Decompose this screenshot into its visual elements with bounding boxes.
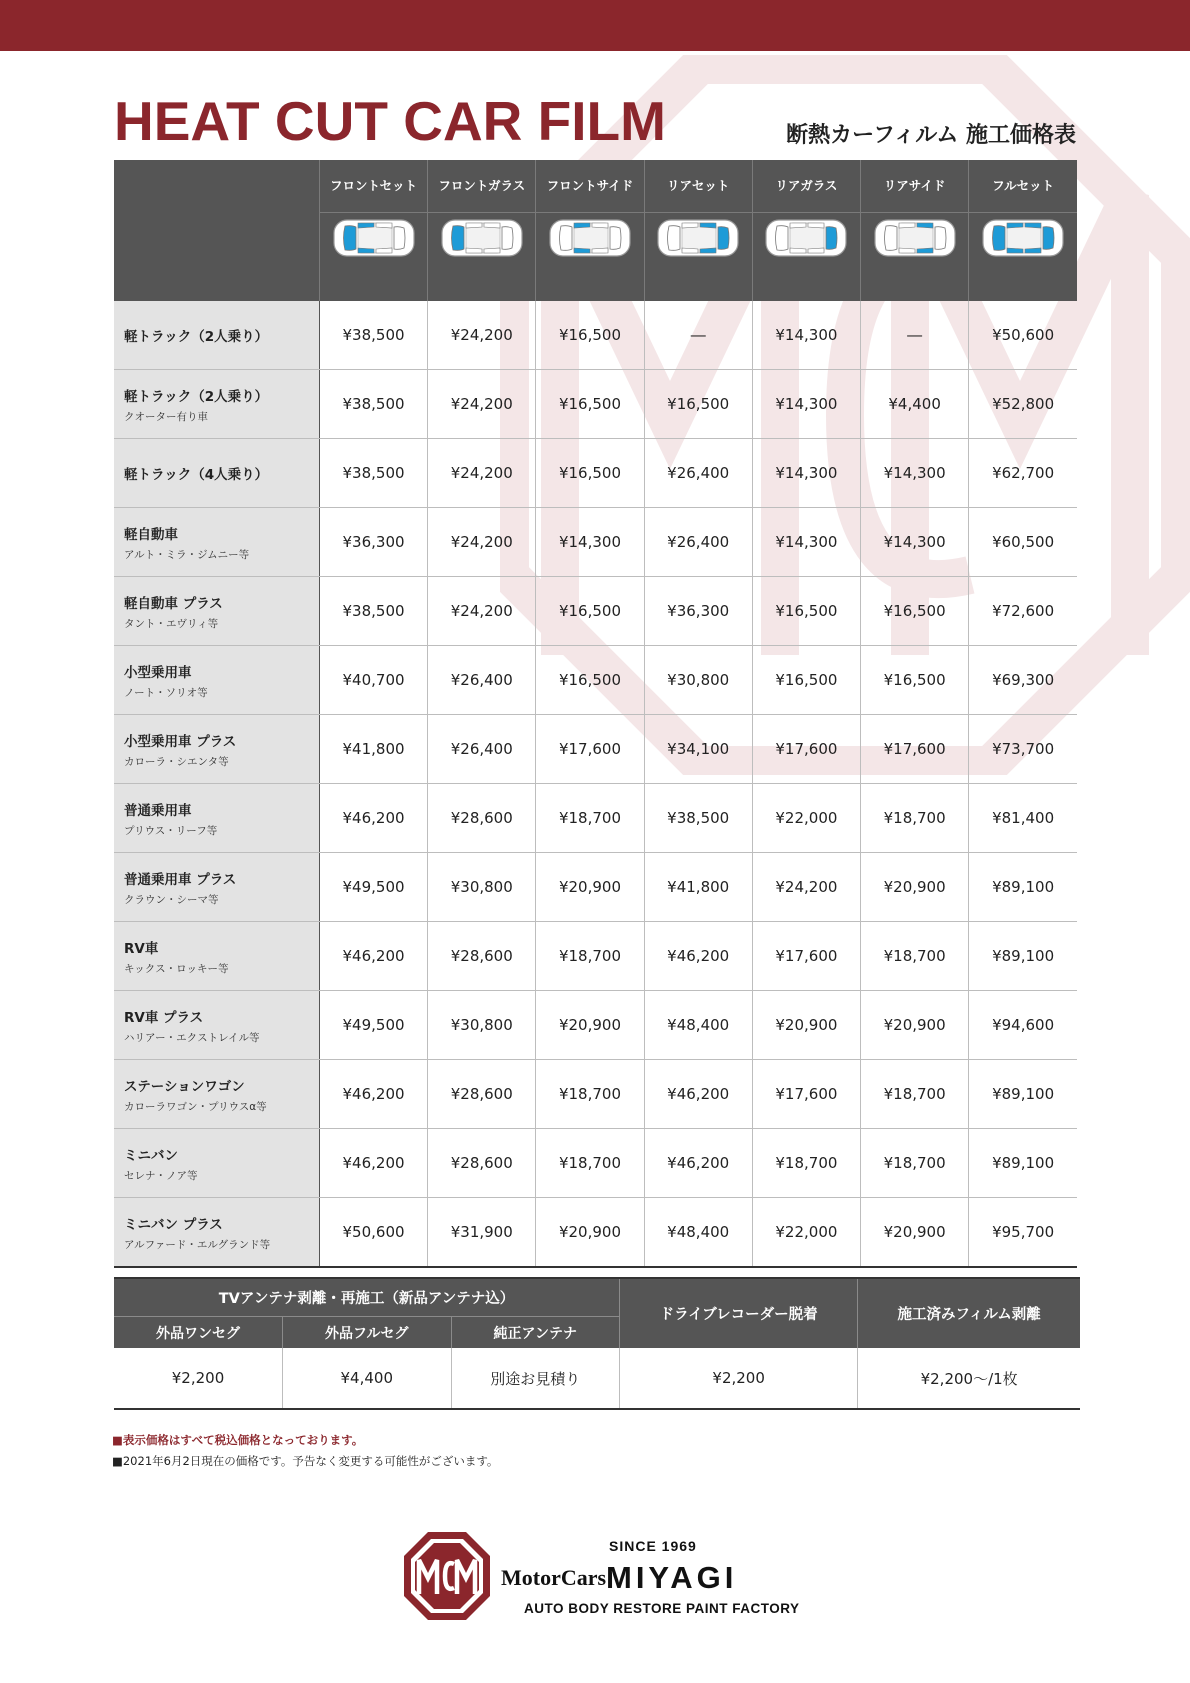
car-rear-glass-icon: [764, 217, 848, 259]
brand-tagline: AUTO BODY RESTORE PAINT FACTORY: [524, 1601, 800, 1616]
vehicle-examples: クラウン・シーマ等: [124, 893, 219, 906]
price-cell: ¥30,800: [428, 853, 536, 922]
col-header: [644, 160, 752, 301]
row-header: [114, 853, 319, 922]
price-cell: ¥16,500: [536, 577, 644, 646]
row-header: [114, 508, 319, 577]
price-cell: ¥30,800: [644, 646, 752, 715]
col-header-label: フロントセット: [320, 160, 427, 213]
price-cell: ¥17,600: [752, 922, 860, 991]
price-cell: ¥48,400: [644, 991, 752, 1060]
vehicle-type: 軽トラック（2人乗り）: [124, 329, 269, 345]
price-cell: ¥14,300: [861, 439, 969, 508]
extra-price-row: [114, 1348, 1080, 1409]
price-cell: ¥36,300: [644, 577, 752, 646]
since-label: SINCE 1969: [609, 1538, 697, 1554]
price-cell: ¥26,400: [428, 646, 536, 715]
vehicle-examples: ノート・ソリオ等: [124, 686, 208, 699]
price-cell: ¥28,600: [428, 1060, 536, 1129]
price-cell: ¥16,500: [644, 370, 752, 439]
price-cell: ¥24,200: [428, 508, 536, 577]
table-row: [114, 715, 1077, 784]
price-cell: ¥16,500: [861, 577, 969, 646]
row-header: [114, 991, 319, 1060]
price-cell: ¥18,700: [536, 922, 644, 991]
price-cell: ¥2,200: [620, 1348, 858, 1409]
col-car-cell: [645, 213, 752, 301]
price-cell: ¥34,100: [644, 715, 752, 784]
price-cell: ¥28,600: [428, 784, 536, 853]
price-cell: ¥20,900: [536, 853, 644, 922]
price-cell: ¥94,600: [969, 991, 1077, 1060]
price-cell: ¥18,700: [536, 784, 644, 853]
price-cell: ¥48,400: [644, 1198, 752, 1268]
col-car-cell: [861, 213, 968, 301]
price-cell: ¥36,300: [319, 508, 427, 577]
price-cell: ¥89,100: [969, 1129, 1077, 1198]
price-cell: ¥40,700: [319, 646, 427, 715]
row-header: [114, 784, 319, 853]
table-row: [114, 439, 1077, 508]
car-rear-set-icon: [656, 217, 740, 259]
vehicle-type: ミニバン: [124, 1147, 178, 1164]
vehicle-examples: カローラワゴン・プリウスα等: [124, 1100, 267, 1113]
price-cell: ¥46,200: [644, 1060, 752, 1129]
vehicle-examples: タント・エヴリィ等: [124, 617, 219, 630]
price-cell: ¥18,700: [861, 784, 969, 853]
price-cell: ¥16,500: [536, 646, 644, 715]
price-cell: ¥24,200: [428, 577, 536, 646]
vehicle-examples: カローラ・シエンタ等: [124, 755, 229, 768]
table-row: [114, 784, 1077, 853]
col-header: [861, 160, 969, 301]
price-cell: ¥24,200: [428, 439, 536, 508]
vehicle-type: 普通乗用車 プラス: [124, 871, 237, 888]
price-cell: ¥20,900: [752, 991, 860, 1060]
price-cell: ¥17,600: [536, 715, 644, 784]
price-cell: ¥38,500: [319, 439, 427, 508]
price-cell: ¥50,600: [319, 1198, 427, 1268]
vehicle-type: ステーションワゴン: [124, 1078, 245, 1095]
vehicle-type: ミニバン プラス: [124, 1216, 223, 1233]
car-front-glass-icon: [440, 217, 524, 259]
price-cell: ¥18,700: [861, 922, 969, 991]
price-cell: ¥20,900: [861, 991, 969, 1060]
price-cell: ¥41,800: [644, 853, 752, 922]
car-rear-side-icon: [873, 217, 957, 259]
price-cell: ¥14,300: [752, 370, 860, 439]
price-cell: ¥16,500: [861, 646, 969, 715]
price-cell: ¥24,200: [428, 370, 536, 439]
price-table-body: [114, 301, 1077, 1267]
price-cell: ¥16,500: [752, 577, 860, 646]
table-row: [114, 646, 1077, 715]
vehicle-type: 軽トラック（4人乗り）: [124, 467, 269, 483]
col-header-label: リアガラス: [753, 160, 860, 213]
price-cell: ¥24,200: [752, 853, 860, 922]
brand-miyagi: MIYAGI: [606, 1560, 738, 1595]
price-cell: ¥46,200: [319, 1060, 427, 1129]
row-header: [114, 370, 319, 439]
price-cell: ¥2,200～/1枚: [858, 1348, 1080, 1409]
price-cell: ¥89,100: [969, 922, 1077, 991]
price-cell: ¥69,300: [969, 646, 1077, 715]
price-cell: ¥18,700: [752, 1129, 860, 1198]
price-cell: ¥14,300: [536, 508, 644, 577]
price-cell: ―: [644, 301, 752, 370]
vehicle-type: 小型乗用車: [124, 664, 192, 681]
price-cell: ¥20,900: [861, 1198, 969, 1268]
vehicle-examples: アルト・ミラ・ジムニー等: [124, 548, 250, 561]
price-cell: ¥95,700: [969, 1198, 1077, 1268]
price-cell: ¥46,200: [644, 922, 752, 991]
price-cell: ¥50,600: [969, 301, 1077, 370]
table-row: [114, 370, 1077, 439]
price-cell: ¥22,000: [752, 784, 860, 853]
table-row: [114, 1129, 1077, 1198]
vehicle-examples: アルファード・エルグランド等: [124, 1238, 271, 1251]
price-cell: ¥38,500: [319, 577, 427, 646]
price-cell: ¥16,500: [536, 301, 644, 370]
price-cell: ¥30,800: [428, 991, 536, 1060]
price-cell: ¥46,200: [319, 922, 427, 991]
car-front-set-icon: [332, 217, 416, 259]
tax-note: ■表示価格はすべて税込価格となっております。: [112, 1433, 364, 1447]
price-cell: ¥18,700: [536, 1060, 644, 1129]
tv-sub-header: 外品フルセグ: [283, 1317, 452, 1349]
top-banner: [0, 0, 1190, 51]
price-cell: ¥20,900: [536, 1198, 644, 1268]
price-cell: ¥22,000: [752, 1198, 860, 1268]
row-header: [114, 715, 319, 784]
page-subtitle: 断熱カーフィルム 施工価格表: [786, 123, 1076, 148]
vehicle-type: 軽トラック（2人乗り）: [124, 388, 269, 405]
price-table: [114, 160, 1077, 1268]
col-header-label: フロントガラス: [428, 160, 535, 213]
vehicle-type: 軽自動車: [124, 526, 178, 543]
film-removal-header: 施工済みフィルム剥離: [858, 1278, 1080, 1348]
col-header: [319, 160, 427, 301]
vehicle-type: RV車: [124, 940, 159, 957]
col-header-label: フロントサイド: [536, 160, 643, 213]
price-cell: ¥46,200: [644, 1129, 752, 1198]
vehicle-type: 小型乗用車 プラス: [124, 733, 237, 750]
tv-sub-header: 純正アンテナ: [451, 1317, 620, 1349]
car-full-set-icon: [981, 217, 1065, 259]
table-row: [114, 508, 1077, 577]
extra-services-table: [114, 1277, 1080, 1410]
price-cell: ¥46,200: [319, 1129, 427, 1198]
col-header: [428, 160, 536, 301]
price-cell: ¥18,700: [861, 1060, 969, 1129]
price-cell: ¥17,600: [861, 715, 969, 784]
col-header: [536, 160, 644, 301]
vehicle-examples: セレナ・ノア等: [124, 1169, 198, 1182]
col-header: [752, 160, 860, 301]
price-cell: ¥49,500: [319, 991, 427, 1060]
price-cell: ¥26,400: [644, 508, 752, 577]
price-cell: ¥2,200: [114, 1348, 283, 1409]
vehicle-type: 軽自動車 プラス: [124, 595, 223, 612]
price-cell: ¥38,500: [319, 301, 427, 370]
col-header-label: フルセット: [969, 160, 1077, 213]
price-cell: ¥31,900: [428, 1198, 536, 1268]
brand-motorcars: MotorCars: [501, 1565, 607, 1590]
col-car-cell: [536, 213, 643, 301]
price-cell: ¥60,500: [969, 508, 1077, 577]
price-table-header: [114, 160, 1077, 301]
price-cell: ¥14,300: [861, 508, 969, 577]
price-cell: ¥16,500: [752, 646, 860, 715]
vehicle-examples: ハリアー・エクストレイル等: [124, 1031, 260, 1044]
price-cell: 別途お見積り: [451, 1348, 620, 1409]
vehicle-type: 普通乗用車: [124, 802, 192, 819]
price-cell: ¥16,500: [536, 439, 644, 508]
drive-recorder-header: ドライブレコーダー脱着: [620, 1278, 858, 1348]
vehicle-examples: キックス・ロッキー等: [124, 962, 229, 975]
price-cell: ¥73,700: [969, 715, 1077, 784]
row-header: [114, 577, 319, 646]
row-header: [114, 922, 319, 991]
price-cell: ¥16,500: [536, 370, 644, 439]
row-header: [114, 1060, 319, 1129]
row-header: [114, 439, 319, 508]
price-cell: ¥17,600: [752, 1060, 860, 1129]
col-car-cell: [753, 213, 860, 301]
col-header-label: リアサイド: [861, 160, 968, 213]
price-cell: ¥38,500: [644, 784, 752, 853]
tv-sub-header: 外品ワンセグ: [114, 1317, 283, 1349]
price-cell: ¥18,700: [861, 1129, 969, 1198]
price-cell: ¥20,900: [536, 991, 644, 1060]
header-corner-cell: [114, 160, 319, 301]
col-car-cell: [320, 213, 427, 301]
price-cell: ¥52,800: [969, 370, 1077, 439]
row-header: [114, 646, 319, 715]
price-cell: ¥4,400: [861, 370, 969, 439]
vehicle-examples: プリウス・リーフ等: [124, 824, 218, 837]
vehicle-examples: クオーター有り車: [124, 410, 208, 423]
price-cell: ¥26,400: [428, 715, 536, 784]
vehicle-type: RV車 プラス: [124, 1009, 204, 1026]
price-cell: ¥62,700: [969, 439, 1077, 508]
table-row: [114, 922, 1077, 991]
price-cell: ¥14,300: [752, 439, 860, 508]
col-car-cell: [428, 213, 535, 301]
price-cell: ¥89,100: [969, 1060, 1077, 1129]
col-car-cell: [969, 213, 1077, 301]
price-cell: ¥49,500: [319, 853, 427, 922]
price-cell: ¥81,400: [969, 784, 1077, 853]
price-cell: ¥14,300: [752, 301, 860, 370]
col-header-label: リアセット: [645, 160, 752, 213]
table-row: [114, 1060, 1077, 1129]
price-cell: ¥89,100: [969, 853, 1077, 922]
price-cell: ¥38,500: [319, 370, 427, 439]
row-header: [114, 301, 319, 370]
price-cell: ¥24,200: [428, 301, 536, 370]
row-header: [114, 1129, 319, 1198]
price-cell: ¥41,800: [319, 715, 427, 784]
table-row: [114, 991, 1077, 1060]
car-front-side-icon: [548, 217, 632, 259]
col-header: [969, 160, 1077, 301]
mcm-logo-icon: [402, 1530, 492, 1622]
price-cell: ¥14,300: [752, 508, 860, 577]
price-cell: ¥46,200: [319, 784, 427, 853]
price-cell: ¥28,600: [428, 1129, 536, 1198]
row-header: [114, 1198, 319, 1268]
price-cell: ¥28,600: [428, 922, 536, 991]
tv-antenna-header: TVアンテナ剥離・再施工（新品アンテナ込）: [114, 1278, 620, 1317]
price-cell: ¥26,400: [644, 439, 752, 508]
table-row: [114, 577, 1077, 646]
table-row: [114, 1198, 1077, 1268]
page-title: HEAT CUT CAR FILM: [114, 90, 666, 152]
table-row: [114, 853, 1077, 922]
price-cell: ¥20,900: [861, 853, 969, 922]
price-cell: ¥72,600: [969, 577, 1077, 646]
date-note: ■2021年6月2日現在の価格です。予告なく変更する可能性がございます。: [112, 1454, 499, 1468]
table-row: [114, 301, 1077, 370]
price-cell: ¥18,700: [536, 1129, 644, 1198]
price-cell: ¥4,400: [283, 1348, 452, 1409]
price-cell: ¥17,600: [752, 715, 860, 784]
price-cell: ―: [861, 301, 969, 370]
